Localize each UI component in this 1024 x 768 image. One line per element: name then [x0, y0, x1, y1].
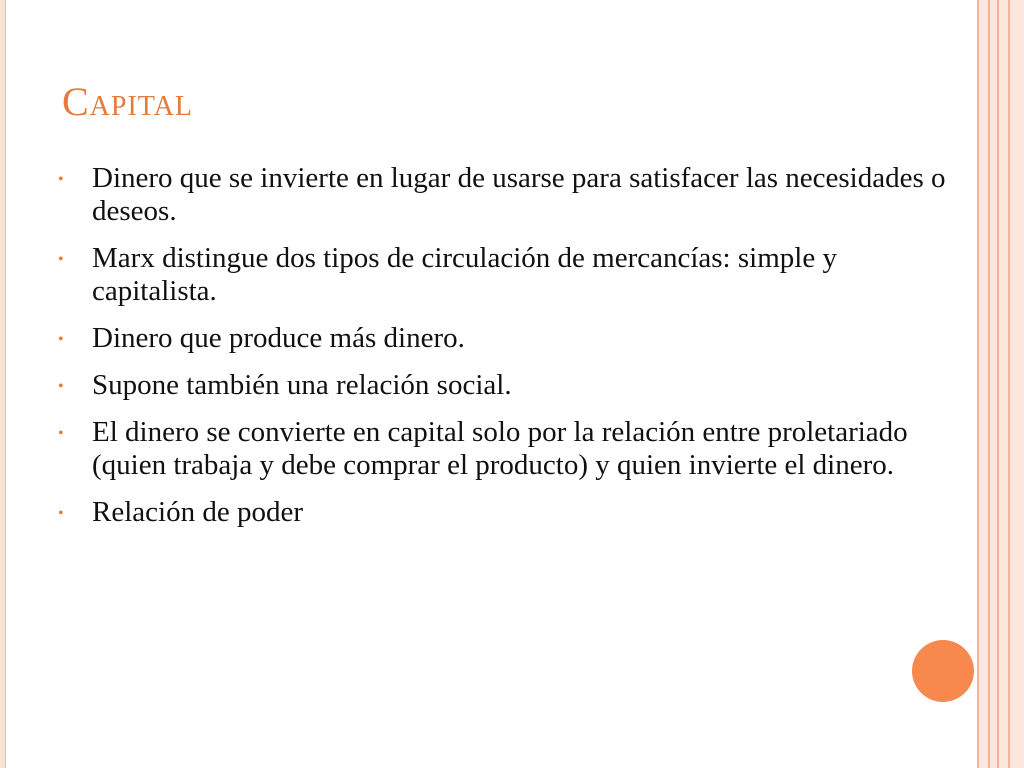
bullet-text: El dinero se convierte en capital solo por la relación entre proletariado (quien trabaja y debe comprar el producto) y quien invierte el dinero. — [92, 416, 908, 481]
bullet-icon: • — [58, 171, 64, 188]
bullet-item — [58, 162, 958, 228]
bullet-text: Supone también una relación social. — [92, 369, 512, 401]
bullet-icon: • — [58, 251, 64, 268]
bullet-item — [58, 322, 958, 355]
bullet-text: Marx distingue dos tipos de circulación de mercancías: simple y capitalista. — [92, 242, 837, 307]
bullet-item — [58, 242, 958, 308]
bullet-item — [58, 496, 958, 529]
bullet-icon: • — [58, 331, 64, 348]
stripe — [979, 0, 988, 768]
right-stripes-decoration — [977, 0, 1024, 768]
bullet-list — [58, 162, 958, 543]
stripe — [1010, 0, 1024, 768]
bullet-icon: • — [58, 425, 64, 442]
left-border — [0, 0, 6, 768]
bullet-text: Dinero que se invierte en lugar de usarse para satisfacer las necesidades o deseos. — [92, 162, 946, 227]
bullet-icon: • — [58, 378, 64, 395]
bullet-text: Relación de poder — [92, 496, 303, 528]
stripe — [990, 0, 997, 768]
stripe — [999, 0, 1008, 768]
bullet-item — [58, 416, 958, 482]
bullet-icon: • — [58, 505, 64, 522]
bullet-text: Dinero que produce más dinero. — [92, 322, 465, 354]
decorative-circle — [912, 640, 974, 702]
slide-title: Capital — [62, 79, 193, 124]
bullet-item — [58, 369, 958, 402]
